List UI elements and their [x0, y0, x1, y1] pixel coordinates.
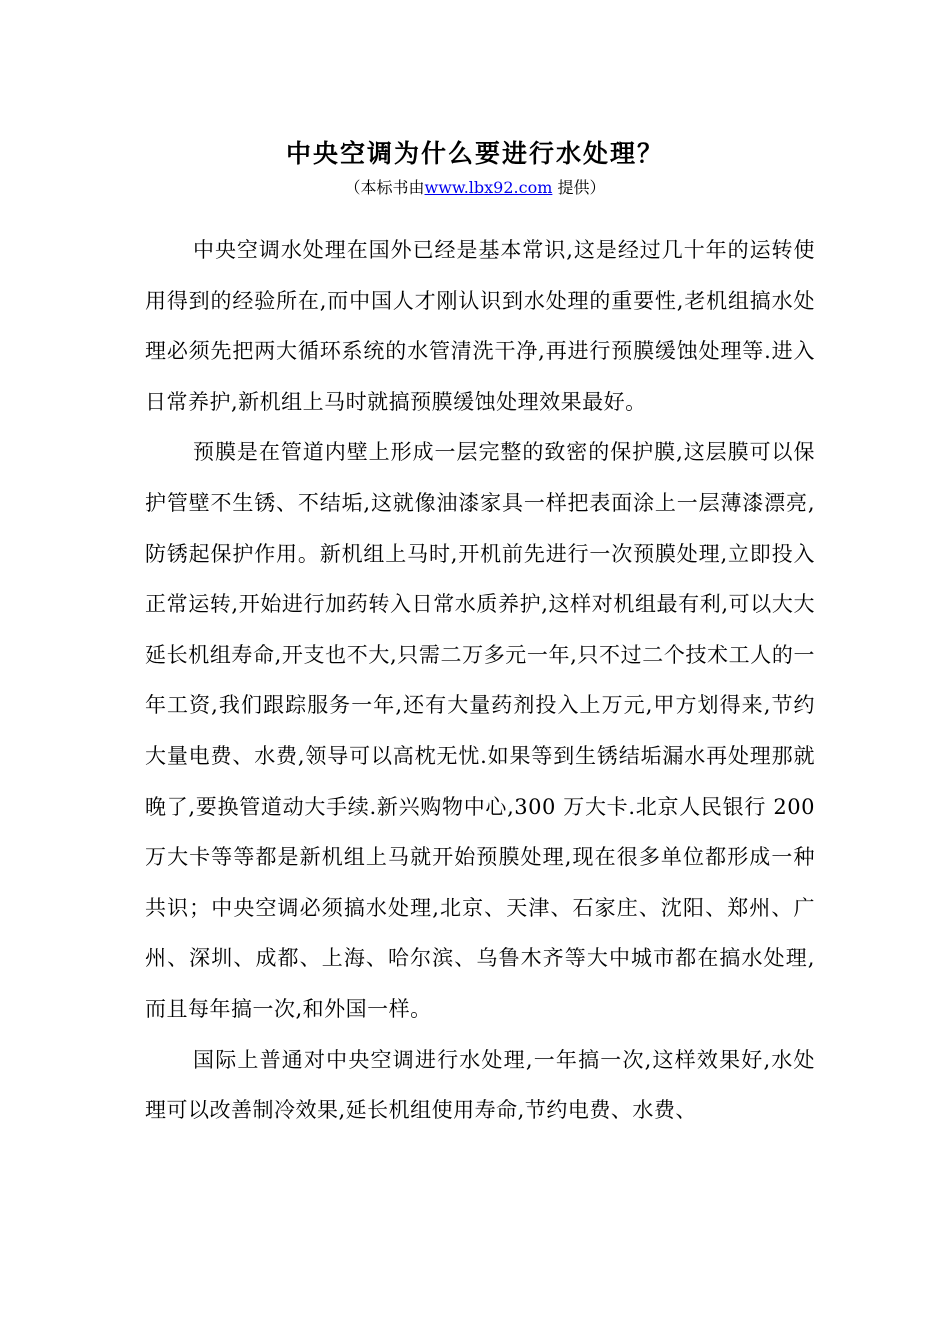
source-link[interactable]: www.lbx92.com: [424, 178, 553, 197]
document-body: [145, 225, 815, 1136]
source-note: [0, 176, 950, 200]
source-prefix: （本标书由: [344, 178, 425, 197]
document-title: 中央空调为什么要进行水处理？: [285, 139, 664, 168]
source-suffix: 提供）: [557, 178, 606, 197]
paragraph: 国际上普通对中央空调进行水处理,一年搞一次,这样效果好,水处理可以改善制冷效果,延长机组使用寿命,节约电费、水费、: [145, 1047, 815, 1123]
paragraph: 中央空调水处理在国外已经是基本常识,这是经过几十年的运转使用得到的经验所在,而中国人才刚认识到水处理的重要性,老机组搞水处理必须先把两大循环系统的水管清洗干净,再进行预膜缓蚀处理等.进入日常养护,新机组上马时就搞预膜缓蚀处理效果最好。: [145, 238, 815, 414]
paragraph: 预膜是在管道内壁上形成一层完整的致密的保护膜,这层膜可以保护管壁不生锈、不结垢,这就像油漆家具一样把表面涂上一层薄漆漂亮,防锈起保护作用。新机组上马时,开机前先进行一次预膜处理,立即投入正常运转,开始进行加药转入日常水质养护,这样对机组最有利,可以大大延长机组寿命,开支也不大,只需二万多元一年,只不过二个技术工人的一年工资,我们跟踪服务一年,还有大量药剂投入上万元,甲方划得来,节约大量电费、水费,领导可以高枕无忧.如果等到生锈结垢漏水再处理那就晚了,要换管道动大手续.新兴购物中心,300 万大卡.北京人民银行 200 万大卡等等都是新机组上马就开始预膜处理,现在很多单位都形成一种共识；中央空调必须搞水处理,北京、天津、石家庄、沈阳、郑州、广州、深圳、成都、上海、哈尔滨、乌鲁木齐等大中城市都在搞水处理,而且每年搞一次,和外国一样。: [145, 440, 815, 1021]
